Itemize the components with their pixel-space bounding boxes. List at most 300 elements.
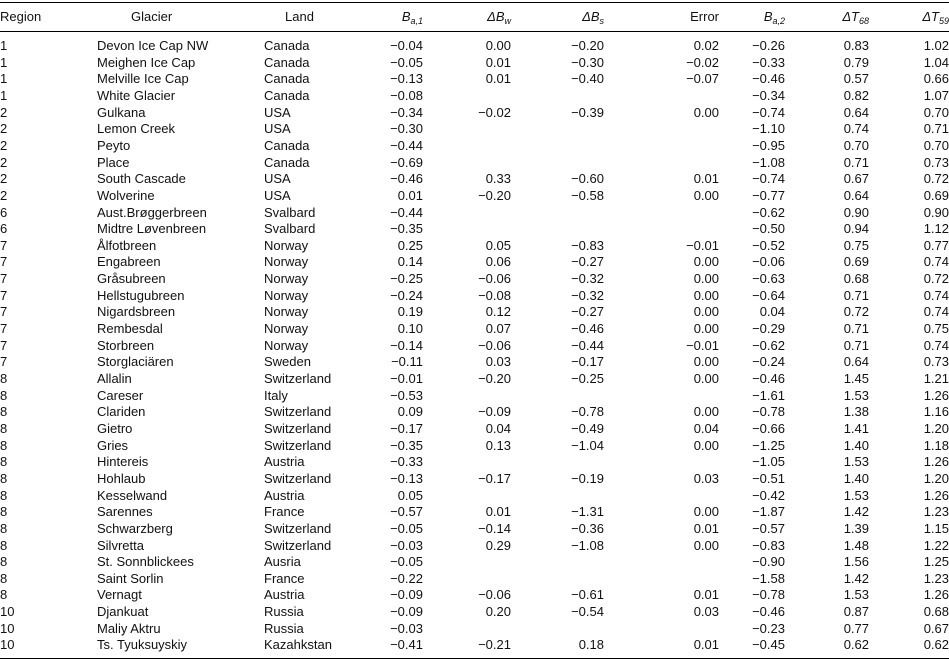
cell-ba1: −0.25 xyxy=(390,271,423,287)
cell-dt59: 0.67 xyxy=(923,620,949,636)
cell-dt59: 1.20 xyxy=(923,470,949,486)
cell-ba1: −0.24 xyxy=(390,287,423,303)
cell-glacier: Hintereis xyxy=(97,454,149,470)
cell-glacier: Careser xyxy=(97,387,144,403)
cell-ba2: −1.25 xyxy=(752,437,785,453)
cell-ba1: −0.03 xyxy=(390,620,423,636)
cell-glacier: Engabreen xyxy=(97,254,161,270)
cell-region: 8 xyxy=(0,454,8,470)
cell-dbw: 0.33 xyxy=(485,171,511,187)
cell-region: 7 xyxy=(0,237,8,253)
cell-ba1: 0.05 xyxy=(397,487,423,503)
cell-ba1: −0.14 xyxy=(390,337,423,353)
cell-dt68: 0.75 xyxy=(843,237,869,253)
cell-dt68: 0.64 xyxy=(843,354,869,370)
cell-dt59: 1.07 xyxy=(923,87,949,103)
cell-dt68: 1.48 xyxy=(843,537,869,553)
cell-dt68: 0.69 xyxy=(843,254,869,270)
cell-region: 8 xyxy=(0,387,8,403)
cell-dt68: 0.87 xyxy=(843,604,869,620)
cell-dbw: −0.09 xyxy=(478,404,511,420)
cell-land: Kazahkstan xyxy=(264,637,332,653)
cell-ba1: 0.14 xyxy=(397,254,423,270)
cell-ba2: −0.64 xyxy=(752,287,785,303)
cell-region: 8 xyxy=(0,587,8,603)
cell-land: Norway xyxy=(264,304,309,320)
cell-land: Switzerland xyxy=(264,437,332,453)
cell-dbs: −0.27 xyxy=(571,304,604,320)
cell-dbs: −0.46 xyxy=(571,321,604,336)
cell-dt59: 1.21 xyxy=(923,371,949,386)
cell-dt59: 1.26 xyxy=(923,587,949,603)
cell-error: 0.00 xyxy=(693,371,719,386)
cell-ba2: −0.62 xyxy=(752,204,785,220)
cell-region: 1 xyxy=(0,38,8,53)
cell-ba1: 0.09 xyxy=(397,404,423,420)
cell-land: Norway xyxy=(264,337,309,353)
cell-dbs: −0.40 xyxy=(571,71,604,87)
cell-region: 1 xyxy=(0,87,8,103)
cell-land: France xyxy=(264,504,305,520)
cell-dt68: 0.83 xyxy=(843,38,869,53)
cell-land: Austria xyxy=(264,587,305,603)
cell-dt59: 1.02 xyxy=(923,38,949,53)
cell-region: 2 xyxy=(0,104,8,120)
cell-ba1: −0.35 xyxy=(390,221,423,237)
cell-error: 0.00 xyxy=(693,287,719,303)
cell-dbw: −0.20 xyxy=(478,187,511,203)
cell-ba2: −0.57 xyxy=(752,520,785,536)
cell-ba1: −0.09 xyxy=(390,604,423,620)
cell-dbs: −0.32 xyxy=(571,287,604,303)
cell-land: Switzerland xyxy=(264,537,332,553)
cell-dt68: 0.62 xyxy=(843,637,869,653)
cell-glacier: Kesselwand xyxy=(97,487,168,503)
cell-region: 2 xyxy=(0,171,8,187)
table-bottom-rule xyxy=(0,658,949,659)
cell-dt59: 1.26 xyxy=(923,454,949,470)
cell-glacier: Schwarzberg xyxy=(97,520,173,536)
cell-dbs: −0.20 xyxy=(571,38,604,53)
cell-ba1: −0.44 xyxy=(390,204,423,220)
header-dbw: $\Delta B_w$ xyxy=(487,9,511,26)
cell-dt68: 1.53 xyxy=(843,587,869,603)
cell-dbw: −0.06 xyxy=(478,337,511,353)
cell-glacier: South Cascade xyxy=(97,171,186,187)
cell-error: 0.00 xyxy=(693,537,719,553)
cell-ba2: −0.52 xyxy=(752,237,785,253)
cell-dbs: −0.60 xyxy=(571,171,604,187)
cell-dbw: 0.03 xyxy=(485,354,511,370)
cell-land: Norway xyxy=(264,237,309,253)
cell-dt59: 0.70 xyxy=(923,137,949,153)
cell-dt68: 1.39 xyxy=(843,520,869,536)
cell-error: 0.00 xyxy=(693,271,719,287)
cell-glacier: Devon Ice Cap NW xyxy=(97,38,209,53)
cell-error: 0.00 xyxy=(693,437,719,453)
cell-region: 8 xyxy=(0,437,8,453)
cell-dt59: 0.70 xyxy=(923,104,949,120)
cell-dbs: −0.27 xyxy=(571,254,604,270)
cell-ba2: −1.10 xyxy=(752,121,785,137)
cell-ba2: −0.78 xyxy=(752,587,785,603)
cell-land: USA xyxy=(264,187,291,203)
cell-ba2: −0.66 xyxy=(752,420,785,436)
cell-ba2: −0.78 xyxy=(752,404,785,420)
cell-land: Switzerland xyxy=(264,420,332,436)
cell-glacier: Gietro xyxy=(97,420,133,436)
cell-ba1: −0.05 xyxy=(390,554,423,570)
cell-ba2: −1.05 xyxy=(752,454,785,470)
cell-ba2: −0.74 xyxy=(752,171,785,187)
cell-ba2: −0.23 xyxy=(752,620,785,636)
cell-error: 0.00 xyxy=(693,104,719,120)
cell-land: Switzerland xyxy=(264,470,332,486)
cell-region: 7 xyxy=(0,271,8,287)
cell-ba1: −0.13 xyxy=(390,470,423,486)
cell-ba1: −0.57 xyxy=(390,504,423,520)
cell-dbw: 0.29 xyxy=(485,537,511,553)
cell-dt59: 1.22 xyxy=(923,537,949,553)
cell-ba2: −0.90 xyxy=(752,554,785,570)
cell-region: 8 xyxy=(0,420,8,436)
cell-land: Svalbard xyxy=(264,204,316,220)
cell-region: 7 xyxy=(0,304,8,320)
cell-land: Norway xyxy=(264,254,309,270)
cell-error: −0.01 xyxy=(686,337,719,353)
cell-dt68: 0.67 xyxy=(843,171,869,187)
header-region: Region xyxy=(0,9,42,24)
cell-land: Switzerland xyxy=(264,404,332,420)
cell-ba1: −0.13 xyxy=(390,71,423,87)
cell-glacier: Gråsubreen xyxy=(97,271,166,287)
cell-dt59: 1.25 xyxy=(923,554,949,570)
cell-dt68: 1.40 xyxy=(843,470,869,486)
cell-dt59: 0.74 xyxy=(923,254,949,270)
table-top-rule xyxy=(0,2,949,3)
cell-dt59: 0.77 xyxy=(923,237,949,253)
cell-dt59: 0.62 xyxy=(923,637,949,653)
cell-dt59: 1.15 xyxy=(923,520,949,536)
cell-glacier: Storbreen xyxy=(97,337,155,353)
cell-glacier: Vernagt xyxy=(97,587,142,603)
cell-ba1: −0.34 xyxy=(390,104,423,120)
cell-ba2: −0.24 xyxy=(752,354,785,370)
cell-ba2: −0.83 xyxy=(752,537,785,553)
cell-dt68: 1.53 xyxy=(843,387,869,403)
cell-glacier: Hellstugubreen xyxy=(97,287,185,303)
cell-dbw: −0.06 xyxy=(478,587,511,603)
cell-dt59: 1.20 xyxy=(923,420,949,436)
cell-land: Norway xyxy=(264,321,309,336)
cell-dt68: 0.71 xyxy=(843,337,869,353)
cell-dt68: 1.42 xyxy=(843,570,869,586)
cell-ba1: −0.69 xyxy=(390,154,423,170)
cell-ba2: 0.04 xyxy=(759,304,785,320)
cell-ba2: −0.77 xyxy=(752,187,785,203)
cell-glacier: Storglaciären xyxy=(97,354,174,370)
cell-dt59: 0.90 xyxy=(923,204,949,220)
cell-dt68: 1.56 xyxy=(843,554,869,570)
cell-glacier: Wolverine xyxy=(97,187,155,203)
cell-ba1: −0.44 xyxy=(390,137,423,153)
cell-glacier: St. Sonnblickees xyxy=(97,554,194,570)
cell-land: USA xyxy=(264,171,291,187)
cell-dbw: −0.02 xyxy=(478,104,511,120)
cell-dbs: 0.18 xyxy=(578,637,604,653)
cell-glacier: White Glacier xyxy=(97,87,176,103)
cell-region: 7 xyxy=(0,354,8,370)
cell-dbs: −0.19 xyxy=(571,470,604,486)
cell-dt68: 0.70 xyxy=(843,137,869,153)
cell-dbw: 0.05 xyxy=(485,237,511,253)
cell-region: 10 xyxy=(0,620,15,636)
cell-ba1: −0.04 xyxy=(390,38,423,53)
cell-region: 8 xyxy=(0,371,8,386)
cell-glacier: Clariden xyxy=(97,404,146,420)
cell-error: 0.00 xyxy=(693,404,719,420)
cell-land: Russia xyxy=(264,604,304,620)
cell-dbs: −0.61 xyxy=(571,587,604,603)
cell-dt68: 0.68 xyxy=(843,271,869,287)
cell-dt59: 1.18 xyxy=(923,437,949,453)
cell-ba2: −0.29 xyxy=(752,321,785,336)
cell-dt68: 0.90 xyxy=(843,204,869,220)
cell-land: Sweden xyxy=(264,354,311,370)
cell-dt59: 0.74 xyxy=(923,287,949,303)
cell-dbs: −0.17 xyxy=(571,354,604,370)
cell-glacier: Rembesdal xyxy=(97,321,163,336)
cell-ba2: −1.08 xyxy=(752,154,785,170)
cell-land: France xyxy=(264,570,305,586)
cell-dbs: −0.54 xyxy=(571,604,604,620)
cell-land: Ausria xyxy=(264,554,301,570)
cell-error: 0.00 xyxy=(693,354,719,370)
cell-dbw: −0.20 xyxy=(478,371,511,386)
cell-dt68: 0.82 xyxy=(843,87,869,103)
header-dt68: $\Delta T_{68}$ xyxy=(842,9,869,26)
cell-error: 0.00 xyxy=(693,504,719,520)
cell-ba1: −0.30 xyxy=(390,121,423,137)
cell-dt59: 0.71 xyxy=(923,121,949,137)
cell-land: Canada xyxy=(264,87,310,103)
cell-dt68: 1.40 xyxy=(843,437,869,453)
cell-region: 1 xyxy=(0,71,8,87)
cell-dbs: −0.32 xyxy=(571,271,604,287)
cell-glacier: Place xyxy=(97,154,130,170)
cell-dbs: −1.31 xyxy=(571,504,604,520)
cell-ba1: 0.10 xyxy=(397,321,423,336)
cell-region: 8 xyxy=(0,554,8,570)
header-glacier: Glacier xyxy=(131,9,173,24)
cell-ba2: −0.63 xyxy=(752,271,785,287)
cell-dbw: 0.01 xyxy=(485,504,511,520)
cell-dt59: 0.73 xyxy=(923,354,949,370)
cell-dt68: 1.42 xyxy=(843,504,869,520)
cell-region: 10 xyxy=(0,604,15,620)
cell-ba1: −0.33 xyxy=(390,454,423,470)
cell-dbw: 0.06 xyxy=(485,254,511,270)
cell-error: 0.00 xyxy=(693,254,719,270)
cell-error: 0.01 xyxy=(693,637,719,653)
cell-error: 0.00 xyxy=(693,304,719,320)
cell-error: −0.07 xyxy=(686,71,719,87)
cell-dbw: 0.01 xyxy=(485,71,511,87)
cell-dbw: −0.08 xyxy=(478,287,511,303)
cell-glacier: Ts. Tyuksuyskiy xyxy=(97,637,188,653)
cell-ba1: −0.01 xyxy=(390,371,423,386)
cell-error: 0.02 xyxy=(693,38,719,53)
cell-region: 2 xyxy=(0,137,8,153)
cell-glacier: Midtre Løvenbreen xyxy=(97,221,207,237)
cell-dt68: 0.72 xyxy=(843,304,869,320)
cell-land: Canada xyxy=(264,54,310,70)
cell-land: Canada xyxy=(264,38,310,53)
cell-region: 8 xyxy=(0,537,8,553)
cell-dbw: 0.00 xyxy=(485,38,511,53)
cell-land: Switzerland xyxy=(264,520,332,536)
cell-region: 2 xyxy=(0,187,8,203)
cell-error: 0.01 xyxy=(693,587,719,603)
cell-dt68: 0.74 xyxy=(843,121,869,137)
cell-glacier: Meighen Ice Cap xyxy=(97,54,196,70)
cell-dt59: 0.73 xyxy=(923,154,949,170)
cell-dbw: 0.01 xyxy=(485,54,511,70)
header-dt59: $\Delta T_{59}$ xyxy=(922,9,949,26)
header-error: Error xyxy=(690,9,719,24)
cell-error: −0.02 xyxy=(686,54,719,70)
cell-dbw: 0.07 xyxy=(485,321,511,336)
cell-glacier: Peyto xyxy=(97,137,131,153)
header-ba1: $B_{a,1}$ xyxy=(401,9,423,26)
cell-region: 8 xyxy=(0,487,8,503)
cell-dt59: 0.75 xyxy=(923,321,949,336)
cell-dt59: 0.68 xyxy=(923,604,949,620)
cell-glacier: Gulkana xyxy=(97,104,146,120)
cell-dt59: 1.23 xyxy=(923,504,949,520)
cell-land: USA xyxy=(264,104,291,120)
cell-glacier: Nigardsbreen xyxy=(97,304,176,320)
cell-dbw: −0.14 xyxy=(478,520,511,536)
cell-glacier: Gries xyxy=(97,437,129,453)
cell-ba2: −0.26 xyxy=(752,38,785,53)
cell-ba1: −0.35 xyxy=(390,437,423,453)
cell-glacier: Silvretta xyxy=(97,537,144,553)
cell-land: Canada xyxy=(264,137,310,153)
cell-ba2: −0.42 xyxy=(752,487,785,503)
cell-glacier: Allalin xyxy=(97,371,132,386)
cell-ba2: −0.95 xyxy=(752,137,785,153)
cell-ba1: −0.05 xyxy=(390,520,423,536)
cell-dt59: 1.16 xyxy=(923,404,949,420)
cell-dbs: −1.08 xyxy=(571,537,604,553)
cell-land: Canada xyxy=(264,154,310,170)
cell-dbw: 0.04 xyxy=(485,420,511,436)
cell-glacier: Lemon Creek xyxy=(97,121,176,137)
cell-glacier: Aust.Brøggerbreen xyxy=(97,204,207,220)
cell-region: 6 xyxy=(0,221,8,237)
cell-land: Canada xyxy=(264,71,310,87)
header-land: Land xyxy=(285,9,314,24)
cell-dbs: −0.49 xyxy=(571,420,604,436)
cell-error: 0.03 xyxy=(693,604,719,620)
cell-ba1: −0.53 xyxy=(390,387,423,403)
cell-dbs: −0.25 xyxy=(571,371,604,386)
cell-dt68: 0.77 xyxy=(843,620,869,636)
cell-dbs: −0.36 xyxy=(571,520,604,536)
cell-dbs: −0.44 xyxy=(571,337,604,353)
cell-ba1: −0.11 xyxy=(391,354,423,370)
cell-region: 7 xyxy=(0,321,8,336)
cell-ba1: −0.08 xyxy=(390,87,423,103)
cell-region: 7 xyxy=(0,287,8,303)
cell-glacier: Melville Ice Cap xyxy=(97,71,189,87)
cell-error: −0.01 xyxy=(686,237,719,253)
cell-region: 8 xyxy=(0,504,8,520)
cell-ba2: −1.61 xyxy=(752,387,785,403)
header-dbs: $\Delta B_s$ xyxy=(582,9,604,26)
cell-error: 0.03 xyxy=(693,470,719,486)
cell-ba1: 0.19 xyxy=(397,304,423,320)
cell-ba2: −0.34 xyxy=(752,87,785,103)
cell-dt59: 0.74 xyxy=(923,304,949,320)
cell-dt68: 0.64 xyxy=(843,104,869,120)
cell-land: Svalbard xyxy=(264,221,316,237)
cell-dbw: 0.12 xyxy=(485,304,511,320)
cell-dt68: 0.64 xyxy=(843,187,869,203)
cell-dbs: −0.58 xyxy=(571,187,604,203)
cell-region: 2 xyxy=(0,154,8,170)
cell-dt68: 0.71 xyxy=(843,154,869,170)
cell-glacier: Sarennes xyxy=(97,504,153,520)
cell-ba2: −0.51 xyxy=(752,470,785,486)
cell-dbs: −0.39 xyxy=(571,104,604,120)
cell-error: 0.01 xyxy=(693,520,719,536)
cell-ba2: −0.06 xyxy=(752,254,785,270)
cell-ba2: −0.46 xyxy=(752,71,785,87)
cell-glacier: Saint Sorlin xyxy=(97,570,164,586)
cell-dt59: 0.69 xyxy=(923,187,949,203)
cell-land: Norway xyxy=(264,287,309,303)
cell-region: 8 xyxy=(0,520,8,536)
cell-ba1: −0.22 xyxy=(390,570,423,586)
cell-dbs: −0.78 xyxy=(571,404,604,420)
cell-region: 8 xyxy=(0,470,8,486)
cell-dt59: 0.72 xyxy=(923,171,949,187)
cell-dbw: −0.06 xyxy=(478,271,511,287)
cell-ba2: −0.46 xyxy=(752,371,785,386)
cell-dbw: −0.17 xyxy=(478,470,511,486)
cell-ba2: −0.46 xyxy=(752,604,785,620)
cell-dt68: 1.41 xyxy=(843,420,869,436)
cell-dt59: 1.04 xyxy=(923,54,949,70)
cell-dbs: −0.83 xyxy=(571,237,604,253)
cell-dt68: 0.79 xyxy=(843,54,869,70)
cell-region: 2 xyxy=(0,121,8,137)
cell-ba1: −0.17 xyxy=(390,420,423,436)
cell-region: 7 xyxy=(0,254,8,270)
cell-region: 7 xyxy=(0,337,8,353)
cell-ba2: −0.74 xyxy=(752,104,785,120)
cell-land: Austria xyxy=(264,487,305,503)
cell-glacier: Hohlaub xyxy=(97,470,146,486)
cell-land: Russia xyxy=(264,620,304,636)
cell-dbw: 0.20 xyxy=(485,604,511,620)
cell-error: 0.00 xyxy=(693,187,719,203)
cell-ba1: −0.46 xyxy=(390,171,423,187)
cell-dbw: 0.13 xyxy=(485,437,511,453)
header-ba2: $B_{a,2}$ xyxy=(763,9,785,26)
